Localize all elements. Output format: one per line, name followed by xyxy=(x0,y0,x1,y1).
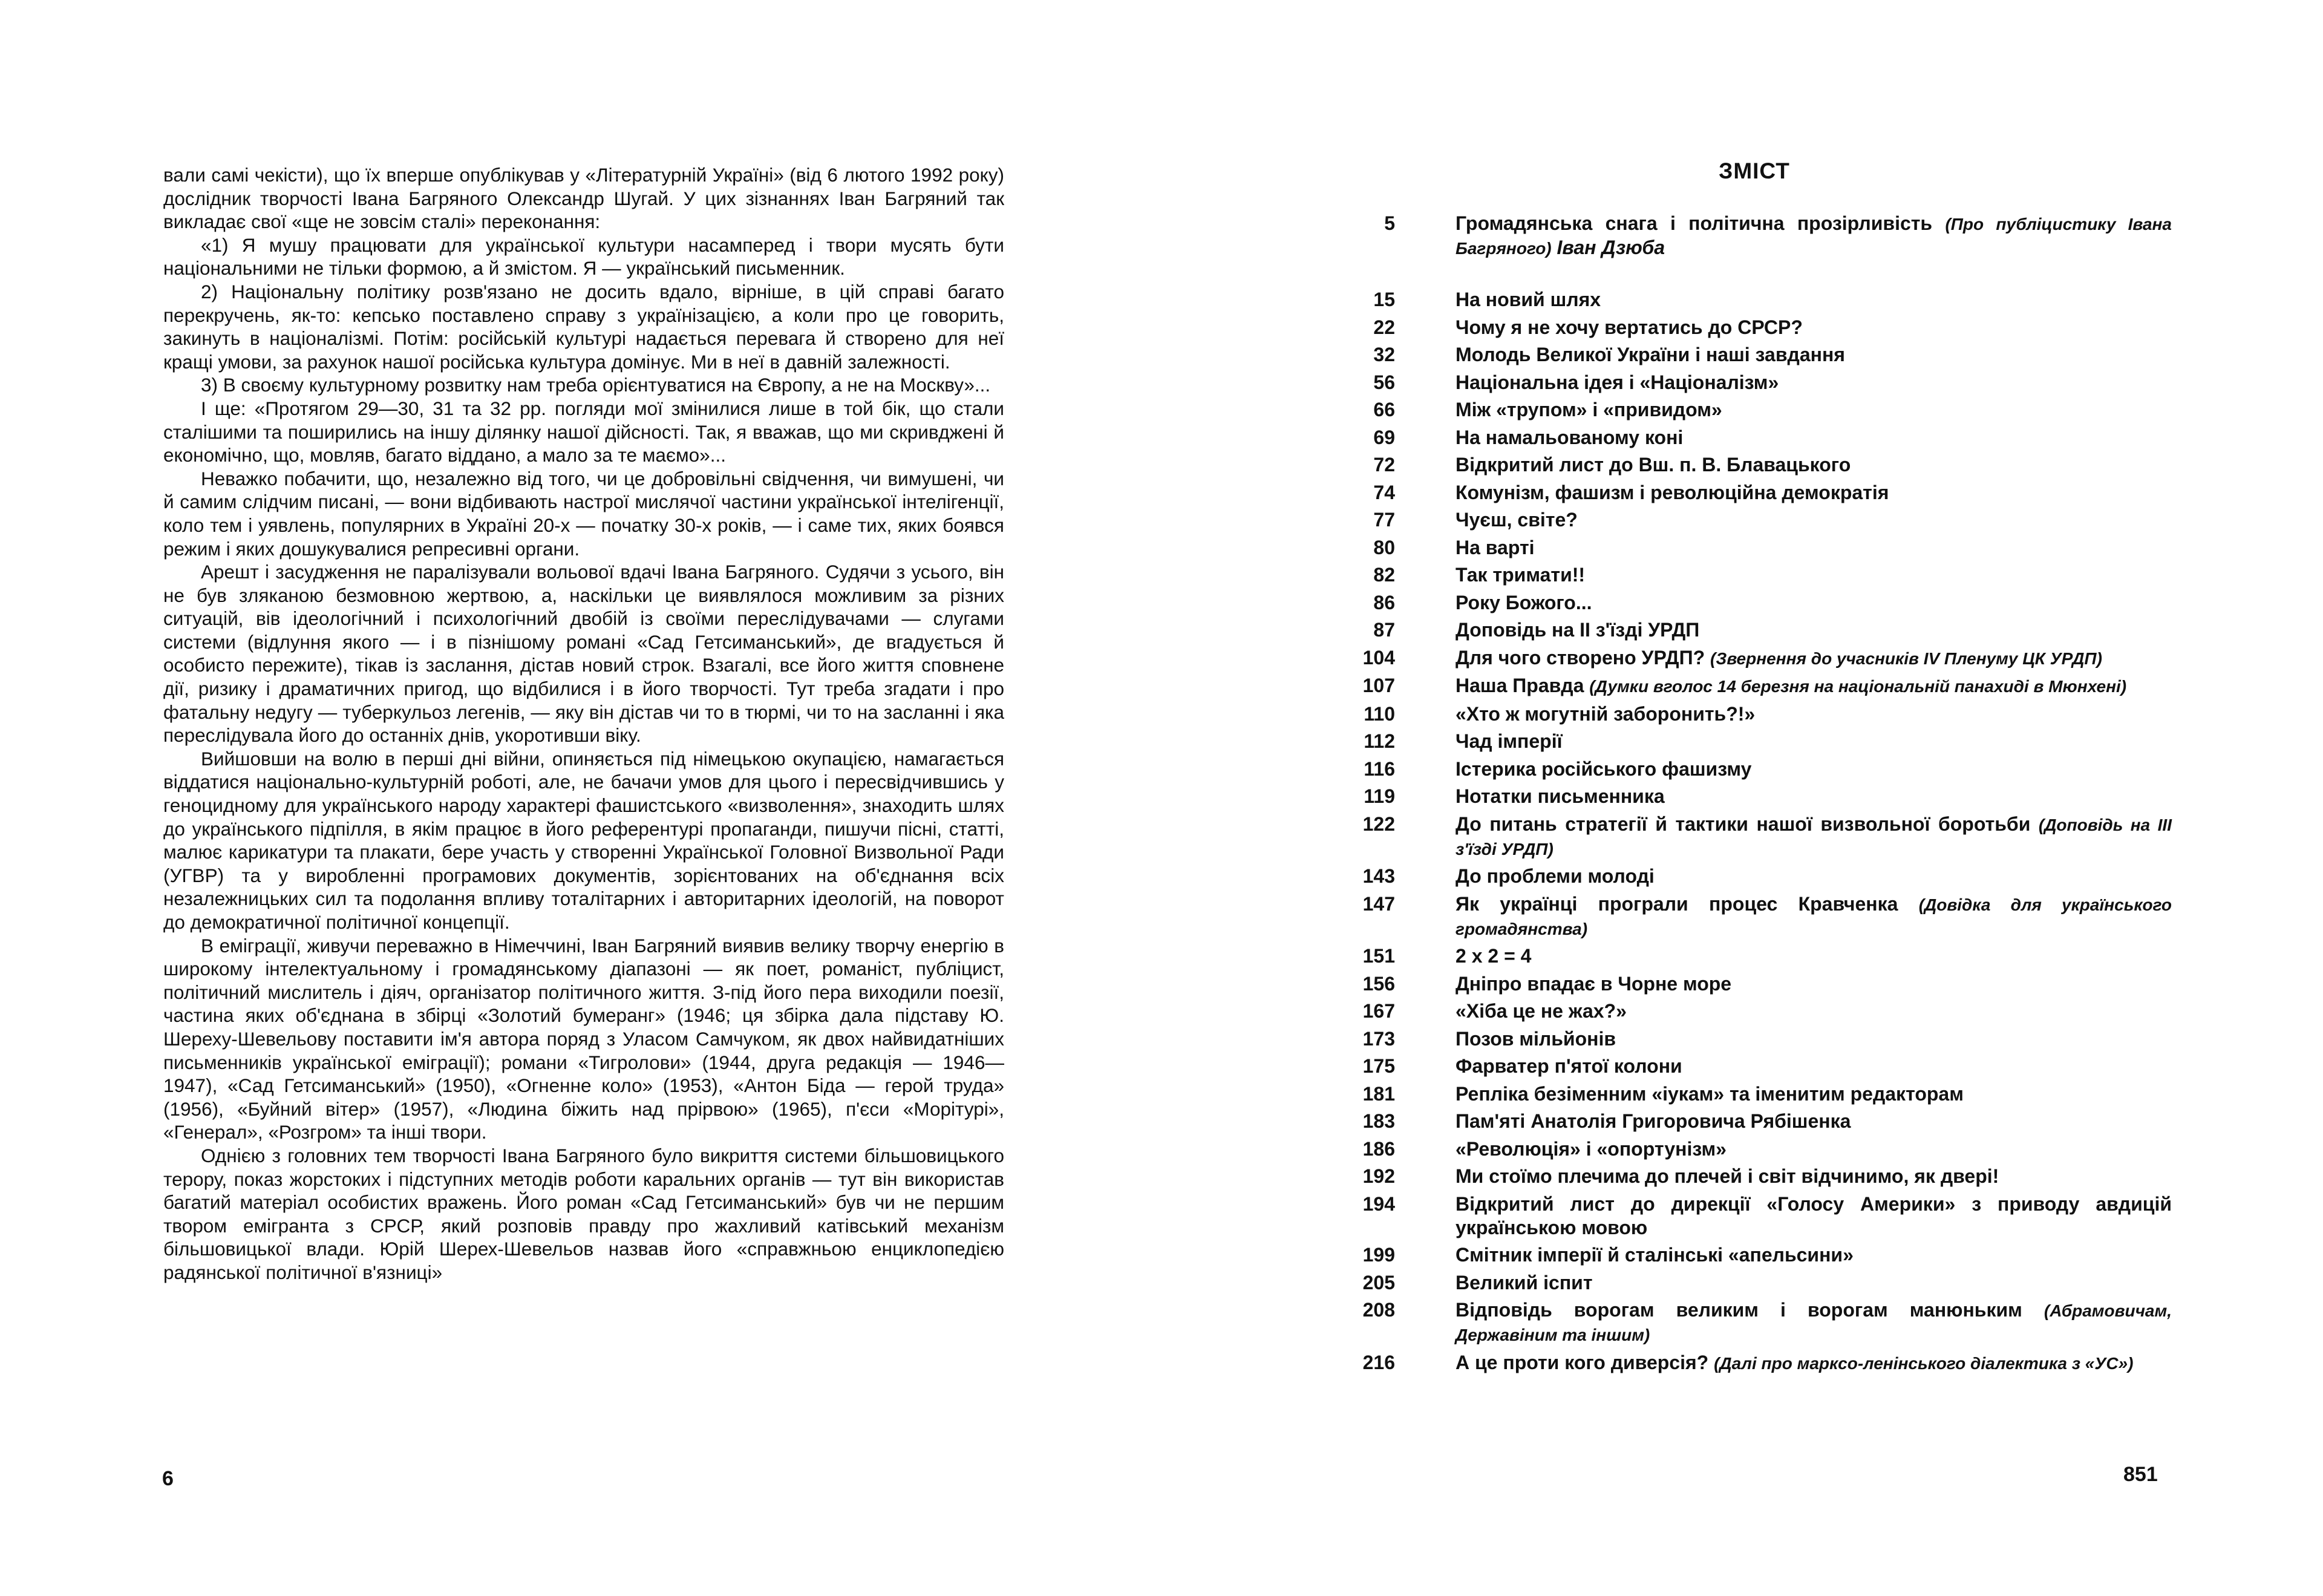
toc-entry xyxy=(1349,508,2172,532)
toc-entry-note: (Думки вголос 14 березня на національній панахиді в Мюнхені) xyxy=(1589,677,2127,696)
toc-page-number: 5 xyxy=(1384,212,1395,234)
toc-entry-title xyxy=(1456,730,2172,753)
toc-entry-note: (Довідка для українського громадянства) xyxy=(1456,895,2172,938)
toc-entry xyxy=(1349,813,2172,861)
toc-page-number: 72 xyxy=(1373,454,1395,476)
toc-entry xyxy=(1349,1351,2172,1375)
toc-heading: ЗМІСТ xyxy=(1719,159,1790,183)
toc-entry xyxy=(1349,618,2172,642)
toc-entry-main-title: Чуєш, світе? xyxy=(1456,509,1578,531)
table-of-contents xyxy=(1349,212,2172,1379)
toc-entry-title xyxy=(1456,674,2172,698)
toc-page-number: 66 xyxy=(1373,399,1395,420)
toc-entry-main-title: Істерика російського фашизму xyxy=(1456,757,1752,780)
toc-page-number: 110 xyxy=(1364,702,1395,725)
toc-entry-note: (Доповідь на ІІІ з'їзді УРДП) xyxy=(1456,815,2172,859)
toc-entry xyxy=(1349,999,2172,1023)
toc-entry-main-title: Доповідь на ІІ з'їзді УРДП xyxy=(1456,619,1700,641)
toc-entry-title xyxy=(1456,646,2172,670)
toc-entry xyxy=(1349,892,2172,941)
toc-page-number: 186 xyxy=(1362,1137,1395,1160)
toc-entry-title xyxy=(1456,1351,2172,1375)
toc-entry-title xyxy=(1456,785,2172,808)
paragraph: В еміграції, живучи переважно в Німеччині, Іван Багряний виявив велику творчу енергію в широкому інтелектуальному і громадянському діапазоні — як поет, романіст, публіцист, політичний мислитель і діяч, організатор політичного життя. З-під його пера виходили поезії, частина яких об'єднана в збірці «Золотий бумеранг» (1946; ця збірка дала підставу Ю. Шереху-Шевельову поставити ім'я автора поряд з Уласом Самчуком, як двох найвидатніших письменників української еміграції); романи «Тигролови» (1944, друга редакція — 1946—1947), «Сад Гетсиманський» (1950), «Огненне коло» (1953), «Антон Біда — герой труда» (1956), «Буйний вітер» (1957), «Людина біжить над прірвою» (1965), п'єси «Морітурі», «Генерал», «Розгром» та інші твори. xyxy=(163,934,1004,1143)
toc-entry xyxy=(1349,343,2172,367)
toc-page-number: 86 xyxy=(1373,591,1395,613)
toc-entry xyxy=(1349,316,2172,339)
toc-entry-title xyxy=(1456,1055,2172,1078)
toc-page-number: 216 xyxy=(1362,1351,1395,1373)
toc-entry-title xyxy=(1456,1082,2172,1106)
toc-entry-main-title: Наша Правда xyxy=(1456,675,1590,696)
toc-entry-title xyxy=(1456,944,2172,968)
toc-entry xyxy=(1349,1243,2172,1267)
toc-entry xyxy=(1349,865,2172,888)
toc-entry-title xyxy=(1456,972,2172,996)
toc-entry-note: (Про публіцистику Івана Багряного) xyxy=(1456,215,2172,258)
toc-page-number: 107 xyxy=(1362,675,1395,696)
left-page-body xyxy=(163,163,1004,1284)
toc-entry-title xyxy=(1456,316,2172,339)
toc-entry-title xyxy=(1456,1027,2172,1051)
toc-page-number: 192 xyxy=(1362,1165,1395,1187)
toc-page-number: 199 xyxy=(1362,1244,1395,1266)
toc-entry-main-title: Пам'яті Анатолія Григоровича Рябішенка xyxy=(1456,1110,1851,1132)
toc-entry-note: (Далі про марксо-ленінського діалектика з «УС») xyxy=(1714,1353,2134,1373)
toc-entry-title xyxy=(1456,508,2172,532)
toc-entry-title xyxy=(1456,999,2172,1023)
toc-page-number: 77 xyxy=(1373,509,1395,531)
toc-page-number: 181 xyxy=(1362,1082,1395,1105)
paragraph: Неважко побачити, що, незалежно від того, чи це добровільні свідчення, чи вимушені, чи й самим слідчим писані, — вони відбивають настрої мислячої частини української інтелігенції, коло тем і уявлень, популярних в Україні 20-х — початку 30-х років, — і саме тих, яких боявся режим і яких дошукувалися репресивні органи. xyxy=(163,467,1004,560)
toc-entry-main-title: До питань стратегії й тактики нашої визвольної боротьби xyxy=(1456,813,2039,835)
toc-entry-title xyxy=(1456,398,2172,422)
toc-page-number: 167 xyxy=(1362,1000,1395,1022)
toc-entry-title xyxy=(1456,892,2172,941)
toc-entry-main-title: На новий шлях xyxy=(1456,289,1601,310)
toc-page-number: 151 xyxy=(1362,945,1395,967)
toc-entry-main-title: Між «трупом» і «привидом» xyxy=(1456,399,1722,420)
paragraph: 3) В своєму культурному розвитку нам треба орієнтуватися на Європу, а не на Москву»... xyxy=(201,374,991,396)
toc-entry-main-title: «Хто ж могутній заборонить?!» xyxy=(1456,702,1756,725)
toc-entry xyxy=(1349,1137,2172,1161)
toc-entry-author: Іван Дзюба xyxy=(1551,237,1665,258)
toc-entry-title xyxy=(1456,1271,2172,1295)
toc-entry xyxy=(1349,453,2172,477)
toc-entry-title xyxy=(1456,1243,2172,1267)
toc-entry-title xyxy=(1456,288,2172,312)
toc-entry-main-title: Великий іспит xyxy=(1456,1271,1593,1293)
toc-entry-title xyxy=(1456,865,2172,888)
toc-page-number: 156 xyxy=(1362,972,1395,995)
toc-entry-title xyxy=(1456,371,2172,394)
paragraph: 2) Національну політику розв'язано не досить вдало, вірніше, в цій справі багато перекручень, як-то: кепсько поставлено справу з українізацією, а коли про це говорить, закинуть в націоналізмі. Потім: російській культурі надається перевага й створено для неї кращі умови, за рахунок нашої російська культура домінує. Ми в неї в давній залежності. xyxy=(163,280,1004,373)
toc-entry-title xyxy=(1456,618,2172,642)
toc-page-number: 119 xyxy=(1364,785,1395,807)
right-page-number: 851 xyxy=(2123,1463,2158,1486)
paragraph: Однією з головних тем творчості Івана Багряного було викриття системи більшовицького терору, показ жорстоких і підступних методів роботи каральних органів — тут він використав багатий матеріал особистих вражень. Його роман «Сад Гетсиманський» був чи не першим твором емігранта з СРСР, який розповів правду про жахливий катівський механізм більшовицької влади. Юрій Шерех-Шевельов назвав його «справжньою енциклопедією радянської політичної в'язниці» xyxy=(163,1144,1004,1283)
toc-page-number: 69 xyxy=(1373,426,1395,448)
toc-entry-title xyxy=(1456,563,2172,587)
toc-entry-title xyxy=(1456,536,2172,560)
toc-entry xyxy=(1349,674,2172,698)
toc-page-number: 22 xyxy=(1373,316,1395,338)
toc-entry-main-title: Відповідь ворогам великим і ворогам манюньким xyxy=(1456,1299,2044,1321)
toc-entry xyxy=(1349,591,2172,615)
toc-entry-main-title: А це проти кого диверсія? xyxy=(1456,1351,1714,1373)
toc-entry xyxy=(1349,1165,2172,1188)
toc-page-number: 183 xyxy=(1362,1110,1395,1132)
toc-entry-main-title: Дніпро впадає в Чорне море xyxy=(1456,972,1732,995)
toc-page-number: 147 xyxy=(1362,892,1395,915)
toc-page-number: 122 xyxy=(1362,813,1395,835)
toc-entry-title xyxy=(1456,813,2172,861)
toc-entry-title xyxy=(1456,426,2172,450)
toc-entry xyxy=(1349,702,2172,726)
toc-entry xyxy=(1349,1298,2172,1347)
toc-entry-main-title: Року Божого... xyxy=(1456,591,1592,613)
toc-page-number: 32 xyxy=(1373,344,1395,365)
toc-entry xyxy=(1349,1271,2172,1295)
toc-entry-main-title: До проблеми молоді xyxy=(1456,865,1655,887)
toc-entry-main-title: 2 x 2 = 4 xyxy=(1456,945,1532,967)
toc-entry-main-title: На варті xyxy=(1456,536,1535,558)
toc-entry xyxy=(1349,426,2172,450)
toc-entry-main-title: «Революція» і «опортунізм» xyxy=(1456,1137,1727,1160)
paragraph: Арешт і засудження не паралізували вольової вдачі Івана Багряного. Судячи з усього, він не був зляканою безмовною жертвою, а, наскільки це виявлялося можливим за різних ситуацій, вів ідеологічний і психологічний двобій із своїми переслідувачами — слугами системи (відлуння якого — і в пізнішому романі «Сад Гетсиманський», де вгадується й особисто пережите), тікав із заслання, дістав новий строк. Взагалі, все його життя сповнене дії, ризику і драматичних пригод, що відбилися і в його творчості. Тут треба згадати і про фатальну недугу — туберкульоз легенів, — яку він дістав чи то в тюрмі, чи то на засланні і яка переслідувала його до останніх днів, укоротивши віку. xyxy=(163,561,1004,747)
toc-entry xyxy=(1349,398,2172,422)
toc-entry-title xyxy=(1456,702,2172,726)
toc-entry-main-title: Молодь Великої України і наші завдання xyxy=(1456,344,1845,365)
toc-page-number: 74 xyxy=(1373,481,1395,503)
toc-entry-note: (Абрамовичам, Державіним та іншим) xyxy=(1456,1301,2172,1344)
toc-entry-title xyxy=(1456,591,2172,615)
toc-entry-title xyxy=(1456,757,2172,781)
toc-page-number: 15 xyxy=(1373,289,1395,310)
toc-entry-main-title: Громадянська снага і політична прозірливість xyxy=(1456,212,1946,234)
toc-entry xyxy=(1349,536,2172,560)
toc-entry-title xyxy=(1456,453,2172,477)
toc-page-number: 175 xyxy=(1362,1055,1395,1077)
toc-entry-title xyxy=(1456,212,2172,260)
toc-entry xyxy=(1349,371,2172,394)
toc-entry xyxy=(1349,1192,2172,1240)
paragraph: «1) Я мушу працювати для української культури насамперед і твори мусять бути національними не тільки формою, а й змістом. Я — український письменник. xyxy=(163,234,1004,280)
toc-entry-main-title: Так тримати!! xyxy=(1456,564,1586,586)
toc-entry-main-title: На намальованому коні xyxy=(1456,426,1684,448)
toc-page-number: 56 xyxy=(1373,371,1395,393)
toc-page-number: 208 xyxy=(1362,1299,1395,1321)
toc-entry xyxy=(1349,646,2172,670)
toc-entry xyxy=(1349,730,2172,753)
toc-page-number: 205 xyxy=(1362,1271,1395,1293)
toc-entry-title xyxy=(1456,481,2172,505)
toc-entry-main-title: «Хіба це не жах?» xyxy=(1456,1000,1627,1022)
toc-entry xyxy=(1349,481,2172,505)
toc-entry-main-title: Комунізм, фашизм і революційна демократія xyxy=(1456,481,1889,503)
toc-entry-main-title: Чад імперії xyxy=(1456,730,1563,752)
toc-entry xyxy=(1349,1027,2172,1051)
toc-entry-main-title: Позов мільйонів xyxy=(1456,1027,1616,1050)
toc-entry-main-title: Ми стоїмо плечима до плечей і світ відчинимо, як двері! xyxy=(1456,1165,1999,1187)
toc-entry xyxy=(1349,288,2172,312)
toc-entry-main-title: Відкритий лист до дирекції «Голосу Америки» з приводу авдицій українською мовою xyxy=(1456,1192,2172,1238)
paragraph: Вийшовши на волю в перші дні війни, опиняється під німецькою окупацією, намагається віддатися національно-культурній роботі, але, не бачачи умов для цього і пересвідчившись у геноцидному для українського народу характері фашистського «визволення», знаходить шлях до українського підпілля, в якім працює в його референтурі пропаганди, пишучи пісні, статті, малює карикатури та плакати, бере участь у створенні Української Головної Визвольної Ради (УГВР) та у виробленні програмових документів, зорієнтованих на об'єднання всіх незалежницьких сил та подолання впливу тоталітарних і авторитарних ідеологій, на поворот до демократичної політичної концепції. xyxy=(163,747,1004,933)
toc-entry-main-title: Для чого створено УРДП? xyxy=(1456,646,1710,669)
toc-entry-title xyxy=(1456,1298,2172,1347)
paragraph: вали самі чекісти), що їх вперше опублікував у «Літературній Україні» (від 6 лютого 1992 року) дослідник творчості Івана Багряного Олександр Шугай. У цих зізнаннях Іван Багряний так викладає свої «ще не зовсім сталі» переконання: xyxy=(163,164,1004,233)
toc-page-number: 143 xyxy=(1362,865,1395,887)
toc-entry-title xyxy=(1456,1110,2172,1133)
toc-entry-title xyxy=(1456,343,2172,367)
left-page-number: 6 xyxy=(162,1467,174,1490)
toc-page-number: 87 xyxy=(1373,619,1395,641)
toc-entry xyxy=(1349,757,2172,781)
toc-entry-main-title: Як українці програли процес Кравченка xyxy=(1456,892,1919,915)
toc-entry-main-title: Фарватер п'ятої колони xyxy=(1456,1055,1682,1077)
toc-entry-main-title: Національна ідея і «Націоналізм» xyxy=(1456,371,1779,393)
toc-entry xyxy=(1349,563,2172,587)
toc-entry xyxy=(1349,212,2172,260)
toc-page-number: 104 xyxy=(1362,646,1395,669)
toc-entry-main-title: Смітник імперії й сталінські «апельсини» xyxy=(1456,1244,1854,1266)
toc-entry xyxy=(1349,1110,2172,1133)
toc-page-number: 112 xyxy=(1364,730,1395,752)
toc-page-number: 116 xyxy=(1364,757,1395,780)
toc-entry xyxy=(1349,944,2172,968)
paragraph: І ще: «Протягом 29—30, 31 та 32 рр. погляди мої змінилися лише в той бік, що стали сталішими та поширились на іншу ділянку нашої дійсності. Так, я вважав, що ми скривджені й економічно, що, мовляв, багато віддано, а мало за те маємо»... xyxy=(163,397,1004,466)
toc-entry-main-title: Відкритий лист до Вш. п. В. Блавацького xyxy=(1456,454,1851,476)
toc-entry-main-title: Чому я не хочу вертатись до СРСР? xyxy=(1456,316,1803,338)
toc-page-number: 82 xyxy=(1373,564,1395,586)
toc-entry-main-title: Нотатки письменника xyxy=(1456,785,1665,807)
toc-entry-title xyxy=(1456,1137,2172,1161)
toc-entry xyxy=(1349,1055,2172,1078)
toc-entry xyxy=(1349,972,2172,996)
toc-entry-note: (Звернення до учасників IV Пленуму ЦК УРДП) xyxy=(1710,649,2102,668)
toc-entry-main-title: Репліка безіменним «іукам» та іменитим редакторам xyxy=(1456,1082,1964,1105)
toc-entry xyxy=(1349,785,2172,808)
toc-page-number: 173 xyxy=(1362,1027,1395,1050)
toc-entry xyxy=(1349,1082,2172,1106)
toc-entry-title xyxy=(1456,1192,2172,1240)
toc-page-number: 80 xyxy=(1373,536,1395,558)
toc-entry-title xyxy=(1456,1165,2172,1188)
toc-page-number: 194 xyxy=(1362,1192,1395,1215)
